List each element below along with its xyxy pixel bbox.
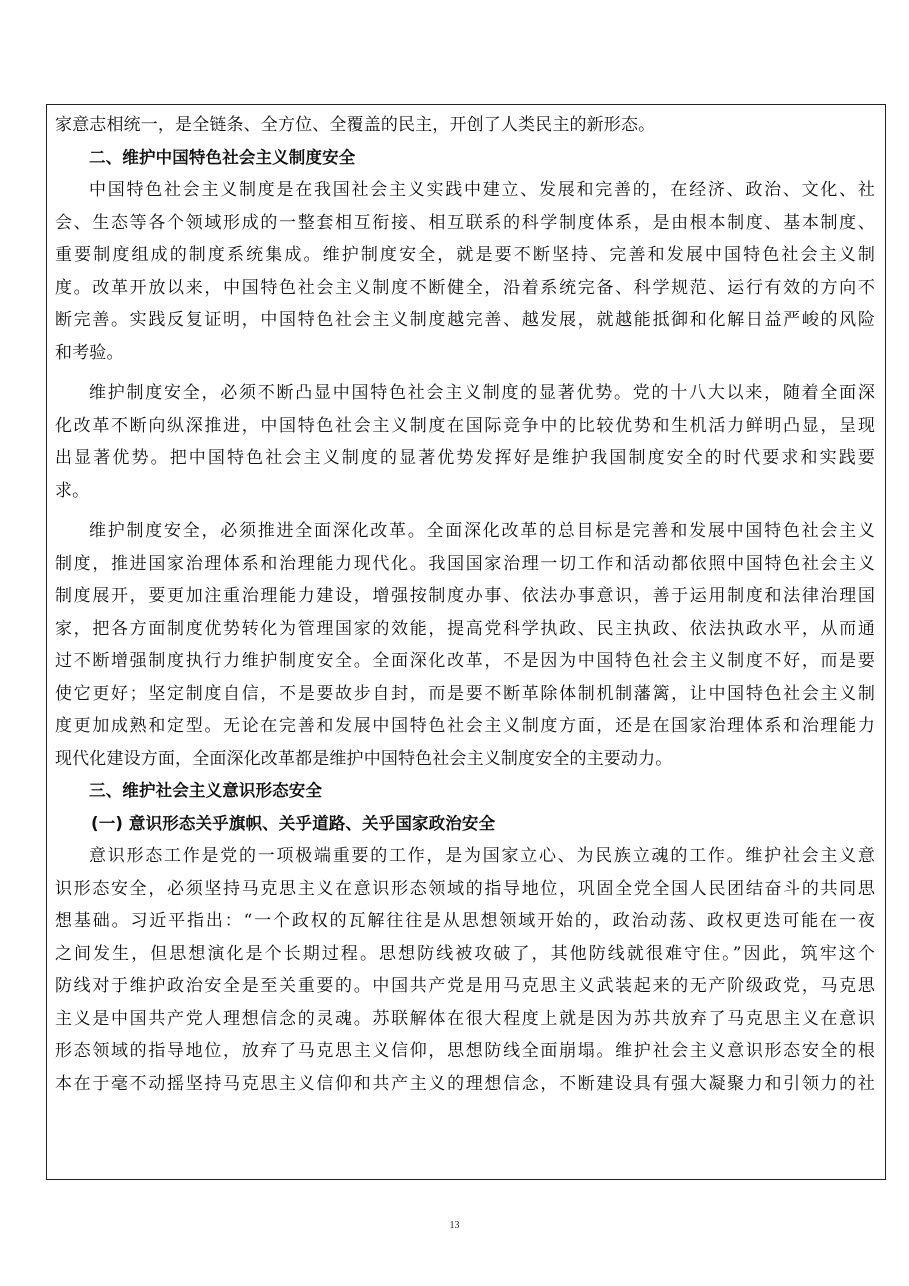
section-heading-2: 二、维护中国特色社会主义制度安全 (89, 147, 356, 167)
paragraph-line: 断完善。实践反复证明，中国特色社会主义制度越完善、越发展，就越能抵御和化解日益严峻的风险 (55, 310, 875, 330)
paragraph-line: 意识形态工作是党的一项极端重要的工作，是为国家立心、为民族立魂的工作。维护社会主义意 (89, 846, 875, 866)
paragraph-line: 中国特色社会主义制度是在我国社会主义实践中建立、发展和完善的，在经济、政治、文化、社 (89, 180, 875, 200)
paragraph-line: 使它更好；坚定制度自信，不是要故步自封，而是要不断革除体制机制藩篱，让中国特色社会主义制 (55, 683, 875, 704)
section-heading-3: 三、维护社会主义意识形态安全 (89, 781, 323, 800)
paragraph-line: 想基础。习近平指出：“一个政权的瓦解往往是从思想领域开始的，政治动荡、政权更迭可能在一夜 (55, 911, 875, 931)
page-frame (46, 104, 886, 1180)
paragraph-line: 家，把各方面制度优势转化为管理国家的效能，提高党科学执政、民主执政、依法执政水平，从而通 (55, 618, 875, 639)
paragraph-gap (55, 369, 875, 377)
paragraph-line: 出显著优势。把中国特色社会主义制度的显著优势发挥好是维护我国制度安全的时代要求和实践要 (55, 448, 875, 468)
paragraph-line: 重要制度组成的制度系统集成。维护制度安全，就是要不断坚持、完善和发展中国特色社会主义制 (55, 245, 875, 265)
paragraph-line: 现代化建设方面，全面深化改革都是维护中国特色社会主义制度安全的主要动力。 (55, 748, 673, 769)
paragraph-line: 维护制度安全，必须推进全面深化改革。全面深化改革的总目标是完善和发展中国特色社会主义 (89, 521, 875, 541)
paragraph-gap (55, 507, 875, 515)
paragraph-line: 会、生态等各个领域形成的一整套相互衔接、相互联系的科学制度体系，是由根本制度、基本制度、 (55, 212, 875, 233)
paragraph-line: 形态领域的指导地位，放弃了马克思主义信仰，思想防线全面崩塌。维护社会主义意识形态安全的根 (55, 1041, 875, 1061)
paragraph-line: 主义是中国共产党人理想信念的灵魂。苏联解体在很大程度上就是因为苏共放弃了马克思主义在意识 (55, 1008, 875, 1029)
paragraph-line: 防线对于维护政治安全是至关重要的。中国共产党是用马克思主义武装起来的无产阶级政党，马克思 (55, 976, 875, 996)
paragraph-line: 之间发生，但思想演化是个长期过程。思想防线被攻破了，其他防线就很难守住。”因此，筑牢这个 (55, 943, 875, 964)
paragraph-line: 制度展开，要更加注重治理能力建设，增强按制度办事、依法办事意识，善于运用制度和法律治理国 (55, 586, 875, 606)
paragraph-line: 求。 (55, 480, 90, 501)
paragraph-line: 过不断增强制度执行力维护制度安全。全面深化改革，不是因为中国特色社会主义制度不好，而是要 (55, 651, 875, 671)
paragraph-line: 识形态安全，必须坚持马克思主义在意识形态领域的指导地位，巩固全党全国人民团结奋斗的共同思 (55, 878, 875, 899)
page-number: 13 (449, 1220, 460, 1231)
subsection-heading-1: (一) 意识形态关乎旗帜、关乎道路、关乎国家政治安全 (91, 813, 496, 833)
paragraph-line: 化改革不断向纵深推进，中国特色社会主义制度在国际竞争中的比较优势和生机活力鲜明凸显，呈现 (55, 415, 875, 436)
paragraph-line: 和考验。 (55, 342, 124, 363)
paragraph-line: 度。改革开放以来，中国特色社会主义制度不断健全，沿着系统完备、科学规范、运行有效的方向不 (55, 277, 875, 298)
paragraph-line: 家意志相统一，是全链条、全方位、全覆盖的民主，开创了人类民主的新形态。 (55, 115, 656, 135)
document-body (55, 109, 875, 1100)
paragraph-line: 维护制度安全，必须不断凸显中国特色社会主义制度的显著优势。党的十八大以来，随着全面深 (89, 383, 875, 403)
paragraph-line: 制度，推进国家治理体系和治理能力现代化。我国国家治理一切工作和活动都依照中国特色社会主义 (55, 553, 875, 574)
paragraph-line: 度更加成熟和定型。无论在完善和发展中国特色社会主义制度方面，还是在国家治理体系和治理能力 (55, 716, 875, 736)
paragraph-line: 本在于毫不动摇坚持马克思主义信仰和共产主义的理想信念，不断建设具有强大凝聚力和引领力的社 (55, 1073, 875, 1094)
